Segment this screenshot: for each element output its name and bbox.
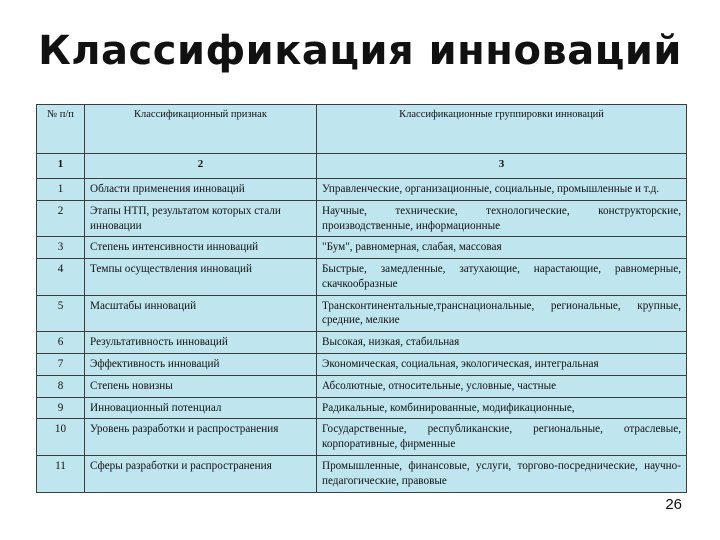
table-row [37,375,687,397]
row-attribute: Степень интенсивности инноваций [85,237,317,259]
row-attribute: Результативность инноваций [85,332,317,354]
table-row [37,295,687,332]
header-groups: Классификационные группировки инноваций [317,105,687,154]
slide-title: Классификация инноваций [38,28,682,74]
row-groups: Радикальные, комбинированные, модификационные, [317,397,687,419]
table-row [37,455,687,492]
row-attribute: Степень новизны [85,375,317,397]
header-num: № п/п [37,105,85,154]
row-number: 3 [37,237,85,259]
row-attribute: Инновационный потенциал [85,397,317,419]
row-attribute: Масштабы инноваций [85,295,317,332]
table-row [37,200,687,237]
header-row [37,105,687,154]
column-number-row [37,154,687,179]
classification-table [36,104,687,493]
header-attribute: Классификационный признак [85,105,317,154]
row-number: 8 [37,375,85,397]
row-attribute: Этапы НТП, результатом которых стали инновации [85,200,317,237]
table-row [37,179,687,201]
table-row [37,419,687,456]
row-groups: Научные, технические, технологические, конструкторские, производственные, информационные [317,200,687,237]
row-number: 1 [37,179,85,201]
row-groups: Быстрые, замедленные, затухающие, нарастающие, равномерные, скачкообразные [317,259,687,296]
row-attribute: Сферы разработки и распространения [85,455,317,492]
table-row [37,397,687,419]
row-groups: Высокая, низкая, стабильная [317,332,687,354]
column-number: 2 [85,154,317,179]
row-attribute: Темпы осуществления инноваций [85,259,317,296]
row-number: 4 [37,259,85,296]
row-groups: Государственные, республиканские, региональные, отраслевые, корпоративные, фирменные [317,419,687,456]
table-row [37,332,687,354]
column-number: 3 [317,154,687,179]
row-number: 9 [37,397,85,419]
column-number: 1 [37,154,85,179]
row-attribute: Уровень разработки и распространения [85,419,317,456]
row-number: 10 [37,419,85,456]
row-number: 6 [37,332,85,354]
table-row [37,237,687,259]
row-groups: "Бум", равномерная, слабая, массовая [317,237,687,259]
row-number: 11 [37,455,85,492]
table-row [37,259,687,296]
row-groups: Управленческие, организационные, социальные, промышленные и т.д. [317,179,687,201]
row-groups: Трансконтинентальные,транснациональные, региональные, крупные, средние, мелкие [317,295,687,332]
row-groups: Абсолютные, относительные, условные, частные [317,375,687,397]
row-attribute: Области применения инноваций [85,179,317,201]
row-groups: Экономическая, социальная, экологическая, интегральная [317,354,687,376]
row-groups: Промышленные, финансовые, услуги, торгово-посреднические, научно-педагогические, правовые [317,455,687,492]
row-number: 5 [37,295,85,332]
row-number: 7 [37,354,85,376]
row-attribute: Эффективность инноваций [85,354,317,376]
table-row [37,354,687,376]
row-number: 2 [37,200,85,237]
page-number: 26 [665,496,682,513]
